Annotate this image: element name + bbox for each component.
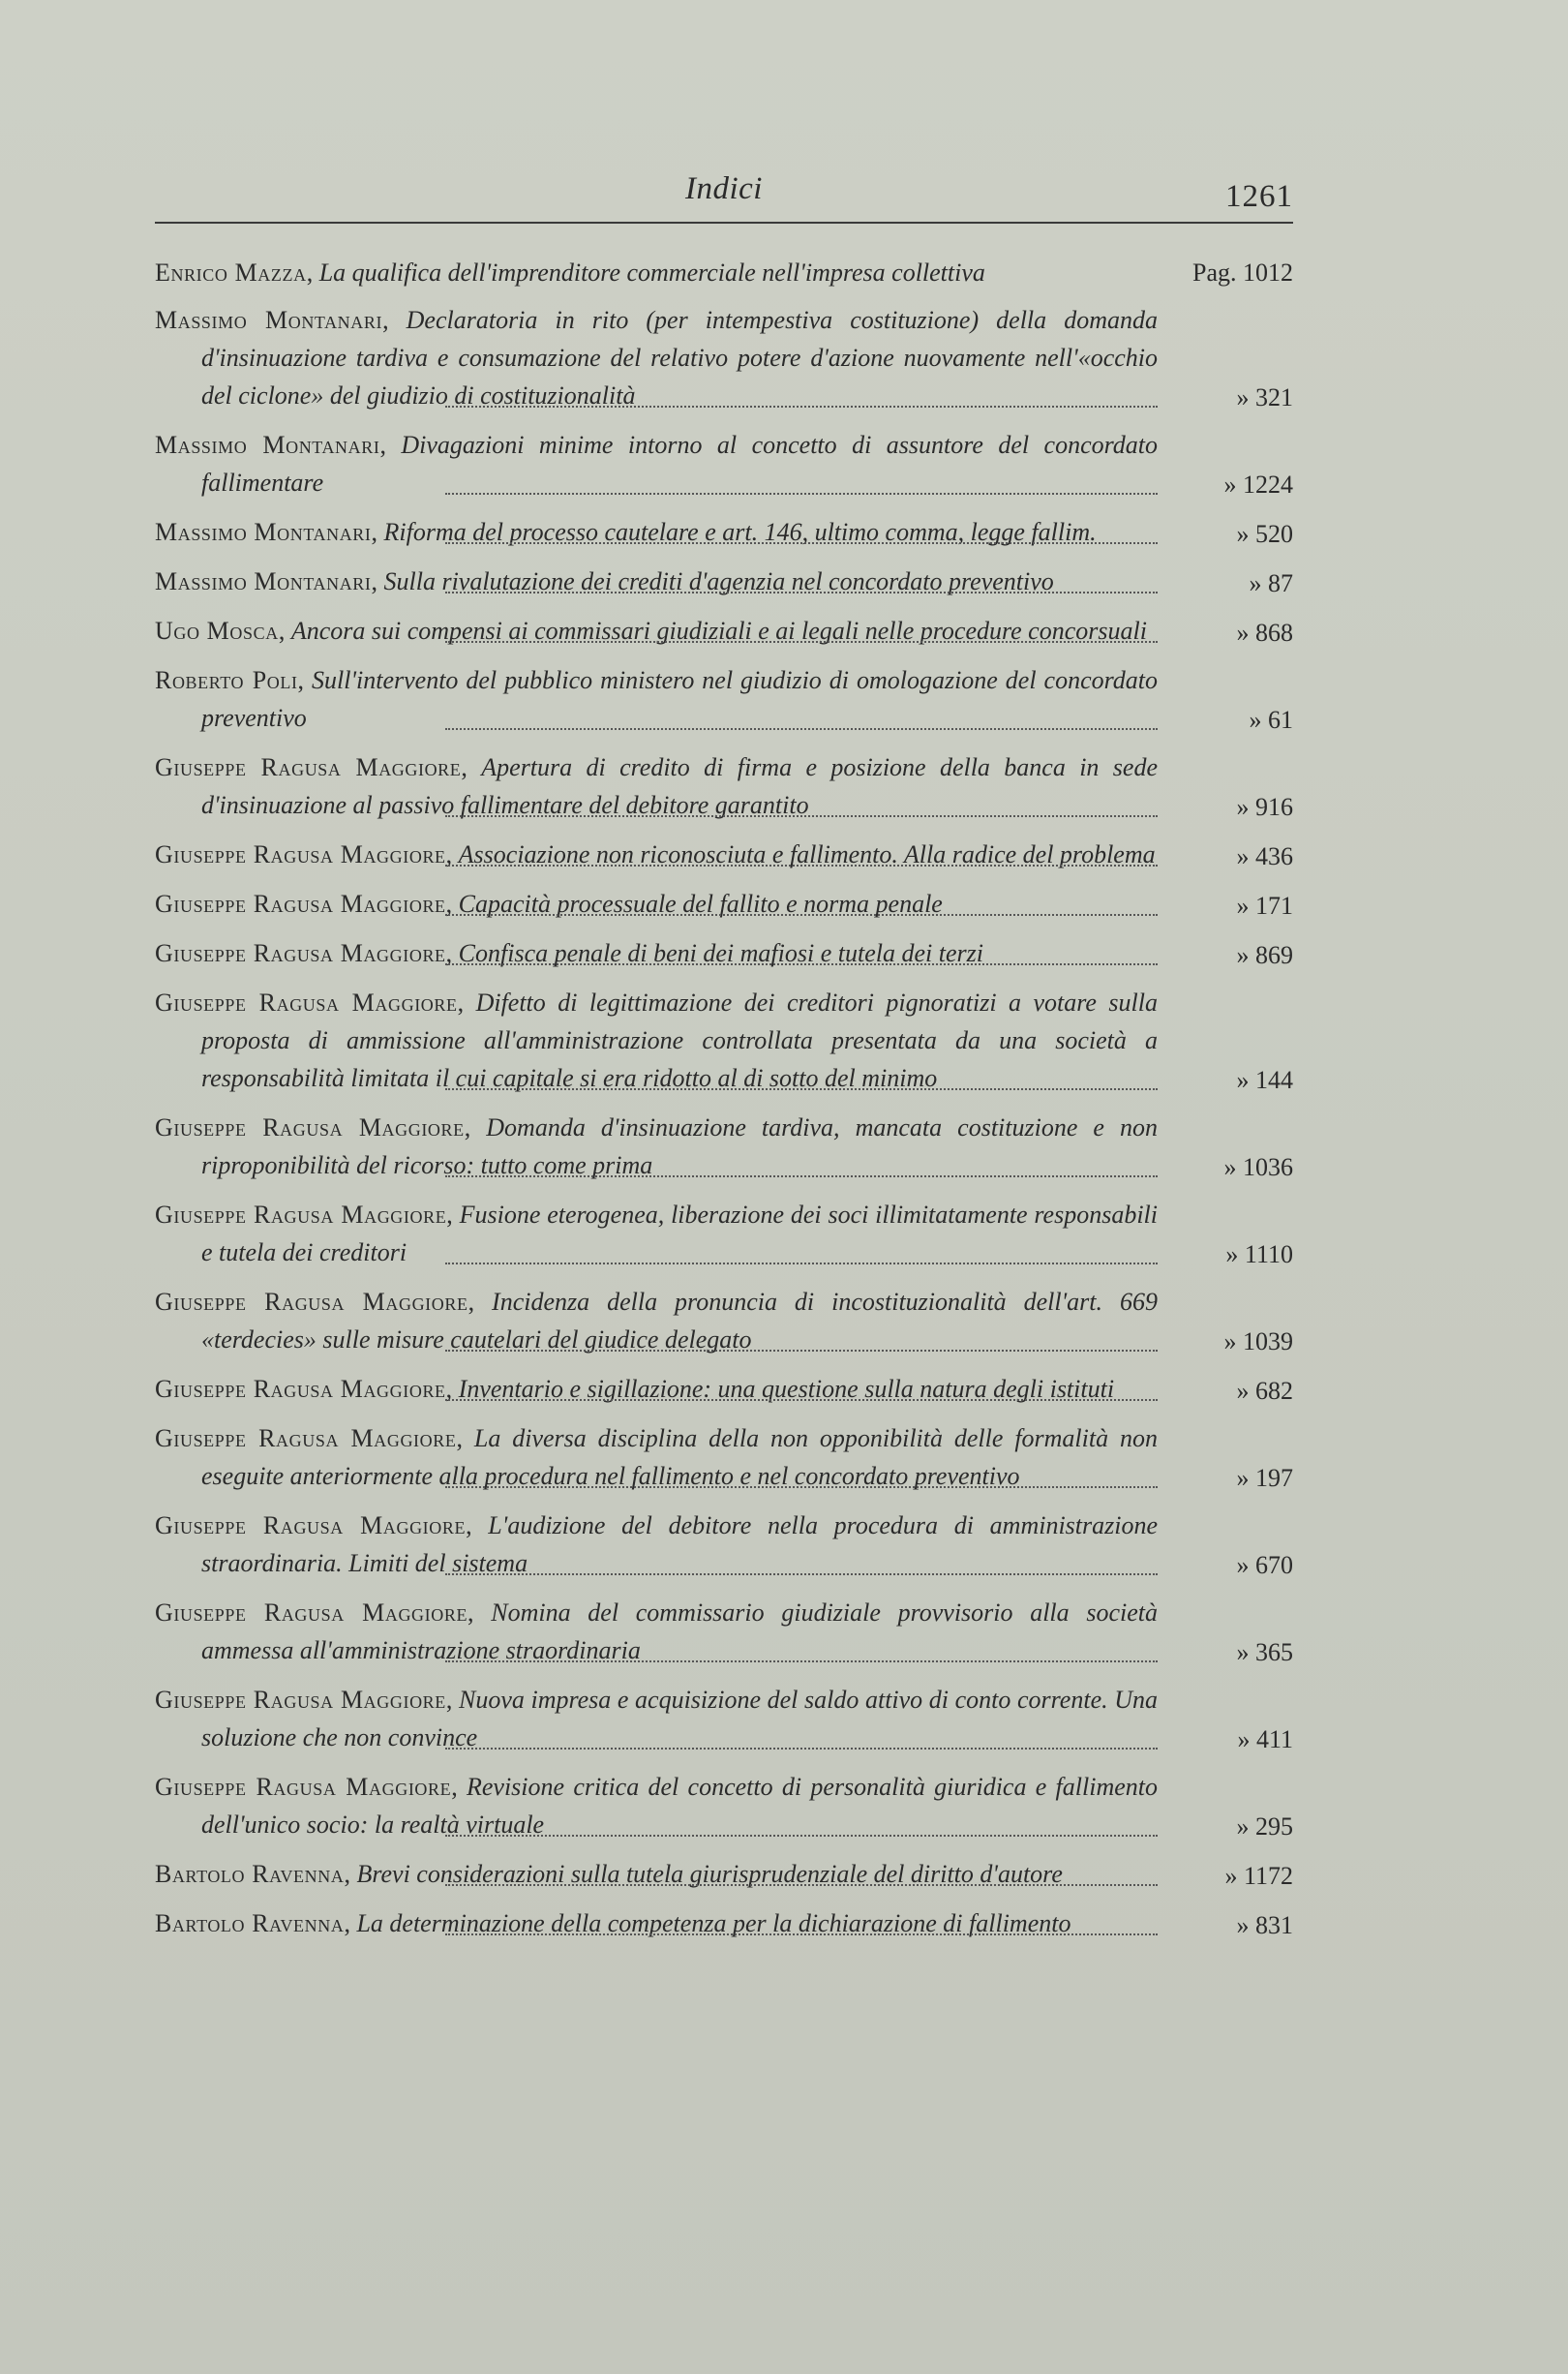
entry-page-reference: » 682 xyxy=(1236,1377,1293,1405)
index-entry xyxy=(155,1681,1293,1758)
entry-text: Giuseppe Ragusa Maggiore, Fusione eterogenea, liberazione dei soci illimitatamente responsabili e tutela dei creditori xyxy=(155,1201,1158,1266)
entry-title: Revisione critica del concetto di personalità giuridica e fallimento dell'unico socio: la realtà virtuale xyxy=(201,1773,1158,1839)
entry-page-reference: Pag. 1012 xyxy=(1192,259,1293,287)
index-entry xyxy=(155,984,1293,1099)
index-entry xyxy=(155,661,1293,739)
entry-page-reference: » 869 xyxy=(1236,941,1293,969)
entry-text: Giuseppe Ragusa Maggiore, Confisca penale di beni dei mafiosi e tutela dei terzi xyxy=(155,939,983,967)
entry-page-reference: » 411 xyxy=(1237,1725,1293,1753)
entry-text: Giuseppe Ragusa Maggiore, Difetto di legittimazione dei creditori pignoratizi a votare sulla proposta di ammissione all'amministrazione controllata presentata da una società a responsabilità limitata il cui capitale si era ridotto al di sotto del minimo xyxy=(155,989,1158,1092)
entry-page-reference: » 1036 xyxy=(1223,1153,1293,1181)
entry-page-reference: » 1039 xyxy=(1223,1327,1293,1355)
index-entry xyxy=(155,934,1293,974)
entry-author: Giuseppe Ragusa Maggiore xyxy=(155,1773,452,1801)
index-entry xyxy=(155,1855,1293,1895)
index-list xyxy=(155,254,1293,1954)
entry-text: Giuseppe Ragusa Maggiore, Associazione non riconosciuta e fallimento. Alla radice del problema xyxy=(155,840,1156,868)
entry-page-reference: » 197 xyxy=(1236,1464,1293,1492)
entry-author: Giuseppe Ragusa Maggiore xyxy=(155,1113,465,1141)
index-entry xyxy=(155,1370,1293,1410)
entry-author: Massimo Montanari xyxy=(155,431,380,459)
entry-author: Massimo Montanari xyxy=(155,306,383,334)
entry-text: Massimo Montanari, Divagazioni minime intorno al concetto di assuntore del concordato fallimentare xyxy=(155,431,1158,497)
index-entry xyxy=(155,513,1293,553)
dot-leader xyxy=(445,1088,1158,1090)
dot-leader xyxy=(445,1175,1158,1177)
entry-text: Giuseppe Ragusa Maggiore, Apertura di credito di firma e posizione della banca in sede d'insinuazione al passivo fallimentare del debitore garantito xyxy=(155,753,1158,819)
dot-leader xyxy=(445,1350,1158,1352)
entry-title: Nuova impresa e acquisizione del saldo attivo di conto corrente. Una soluzione che non convince xyxy=(201,1686,1158,1751)
entry-author: Giuseppe Ragusa Maggiore xyxy=(155,890,446,918)
entry-author: Giuseppe Ragusa Maggiore xyxy=(155,840,446,868)
entry-text: Ugo Mosca, Ancora sui compensi ai commissari giudiziali e ai legali nelle procedure concorsuali xyxy=(155,617,1147,645)
entry-text: Bartolo Ravenna, La determinazione della competenza per la dichiarazione di fallimento xyxy=(155,1909,1071,1937)
entry-author: Giuseppe Ragusa Maggiore xyxy=(155,1686,446,1714)
index-entry xyxy=(155,563,1293,602)
entry-text: Giuseppe Ragusa Maggiore, Nuova impresa e acquisizione del saldo attivo di conto corrente. Una soluzione che non convince xyxy=(155,1686,1158,1751)
entry-title: Ancora sui compensi ai commissari giudiziali e ai legali nelle procedure concorsuali xyxy=(290,617,1147,645)
entry-text: Enrico Mazza, La qualifica dell'imprenditore commerciale nell'impresa collettiva xyxy=(155,259,985,287)
dot-leader xyxy=(445,1263,1158,1264)
entry-text: Giuseppe Ragusa Maggiore, Incidenza della pronuncia di incostituzionalità dell'art. 669 «terdecies» sulle misure cautelari del giudice delegato xyxy=(155,1288,1158,1354)
entry-title: Inventario e sigillazione: una questione sulla natura degli istituti xyxy=(458,1375,1115,1403)
index-entry xyxy=(155,301,1293,416)
entry-page-reference: » 1172 xyxy=(1224,1862,1293,1890)
entry-title: La determinazione della competenza per la dichiarazione di fallimento xyxy=(356,1909,1071,1937)
dot-leader xyxy=(445,1573,1158,1575)
dot-leader xyxy=(445,406,1158,408)
entry-author: Giuseppe Ragusa Maggiore xyxy=(155,1201,447,1229)
index-entry xyxy=(155,836,1293,875)
entry-title: Nomina del commissario giudiziale provvisorio alla società ammessa all'amministrazione straordinaria xyxy=(201,1598,1158,1664)
entry-text: Giuseppe Ragusa Maggiore, Nomina del commissario giudiziale provvisorio alla società ammessa all'amministrazione straordinaria xyxy=(155,1598,1158,1664)
dot-leader xyxy=(445,1486,1158,1488)
entry-author: Giuseppe Ragusa Maggiore xyxy=(155,1288,468,1316)
entry-page-reference: » 1224 xyxy=(1223,471,1293,499)
entry-author: Giuseppe Ragusa Maggiore xyxy=(155,1424,457,1452)
dot-leader xyxy=(445,865,1158,867)
entry-page-reference: » 436 xyxy=(1236,842,1293,870)
running-header xyxy=(155,169,1293,229)
entry-author: Giuseppe Ragusa Maggiore xyxy=(155,1375,446,1403)
index-entry xyxy=(155,254,1293,291)
entry-text: Giuseppe Ragusa Maggiore, La diversa disciplina della non opponibilità delle formalità non eseguite anteriormente alla procedura nel fallimento e nel concordato preventivo xyxy=(155,1424,1159,1490)
entry-text: Massimo Montanari, Sulla rivalutazione dei crediti d'agenzia nel concordato preventivo xyxy=(155,567,1054,595)
entry-author: Giuseppe Ragusa Maggiore xyxy=(155,939,446,967)
entry-title: Brevi considerazioni sulla tutela giurisprudenziale del diritto d'autore xyxy=(356,1860,1063,1888)
entry-author: Ugo Mosca xyxy=(155,617,279,645)
entry-page-reference: » 87 xyxy=(1249,569,1293,597)
index-entry xyxy=(155,885,1293,925)
entry-title: L'audizione del debitore nella procedura di amministrazione straordinaria. Limiti del sistema xyxy=(201,1511,1159,1577)
dot-leader xyxy=(445,641,1158,643)
entry-author: Giuseppe Ragusa Maggiore xyxy=(155,753,462,781)
entry-title: Sulla rivalutazione dei crediti d'agenzia nel concordato preventivo xyxy=(383,567,1054,595)
entry-page-reference: » 868 xyxy=(1236,619,1293,647)
entry-author: Bartolo Ravenna xyxy=(155,1860,345,1888)
entry-author: Giuseppe Ragusa Maggiore xyxy=(155,1598,468,1627)
page-number: 1261 xyxy=(1225,179,1293,214)
entry-author: Bartolo Ravenna xyxy=(155,1909,345,1937)
index-entry xyxy=(155,748,1293,826)
running-title: Indici xyxy=(685,171,763,206)
entry-author: Massimo Montanari xyxy=(155,518,372,546)
entry-page-reference: » 171 xyxy=(1236,892,1293,920)
header-rule xyxy=(155,222,1293,224)
dot-leader xyxy=(445,493,1158,495)
entry-title: Capacità processuale del fallito e norma penale xyxy=(458,890,943,918)
entry-author: Massimo Montanari xyxy=(155,567,372,595)
dot-leader xyxy=(445,1835,1158,1837)
entry-text: Giuseppe Ragusa Maggiore, Capacità processuale del fallito e norma penale xyxy=(155,890,943,918)
entry-text: Giuseppe Ragusa Maggiore, L'audizione del debitore nella procedura di amministrazione straordinaria. Limiti del sistema xyxy=(155,1511,1159,1577)
entry-page-reference: » 321 xyxy=(1236,383,1293,411)
entry-title: Incidenza della pronuncia di incostituzionalità dell'art. 669 «terdecies» sulle misure cautelari del giudice delegato xyxy=(201,1288,1158,1354)
entry-title: La qualifica dell'imprenditore commerciale nell'impresa collettiva xyxy=(318,259,985,287)
dot-leader xyxy=(445,592,1158,594)
index-entry xyxy=(155,1507,1293,1584)
dot-leader xyxy=(445,963,1158,965)
entry-text: Roberto Poli, Sull'intervento del pubblico ministero nel giudizio di omologazione del concordato preventivo xyxy=(155,666,1158,732)
entry-author: Giuseppe Ragusa Maggiore xyxy=(155,1511,467,1539)
index-entry xyxy=(155,1904,1293,1944)
index-entry xyxy=(155,1109,1293,1186)
dot-leader xyxy=(445,815,1158,817)
entry-page-reference: » 144 xyxy=(1236,1066,1293,1094)
entry-title: Divagazioni minime intorno al concetto di assuntore del concordato fallimentare xyxy=(201,431,1158,497)
entry-title: La diversa disciplina della non opponibilità delle formalità non eseguite anteriormente alla procedura nel fallimento e nel concordato preventivo xyxy=(201,1424,1159,1490)
entry-page-reference: » 670 xyxy=(1236,1551,1293,1579)
index-entry xyxy=(155,1419,1293,1497)
index-entry xyxy=(155,426,1293,503)
dot-leader xyxy=(445,728,1158,730)
entry-author: Roberto Poli xyxy=(155,666,298,694)
dot-leader xyxy=(445,1399,1158,1401)
entry-page-reference: » 365 xyxy=(1236,1638,1293,1666)
entry-title: Declaratoria in rito (per intempestiva costituzione) della domanda d'insinuazione tardiva e consumazione del relativo potere d'azione nuovamente nell'«occhio del ciclone» del giudizio di costituzionalità xyxy=(201,306,1158,410)
entry-author: Giuseppe Ragusa Maggiore xyxy=(155,989,458,1017)
entry-title: Domanda d'insinuazione tardiva, mancata costituzione e non riproponibilità del ricorso: tutto come prima xyxy=(201,1113,1159,1179)
entry-title: Fusione eterogenea, liberazione dei soci illimitatamente responsabili e tutela dei creditori xyxy=(201,1201,1158,1266)
entry-title: Apertura di credito di firma e posizione della banca in sede d'insinuazione al passivo fallimentare del debitore garantito xyxy=(201,753,1158,819)
dot-leader xyxy=(445,1748,1158,1750)
entry-page-reference: » 295 xyxy=(1236,1812,1293,1841)
index-entry xyxy=(155,1594,1293,1671)
entry-page-reference: » 916 xyxy=(1236,793,1293,821)
dot-leader xyxy=(445,1884,1158,1886)
entry-page-reference: » 61 xyxy=(1249,706,1293,734)
entry-title: Sull'intervento del pubblico ministero nel giudizio di omologazione del concordato preventivo xyxy=(201,666,1158,732)
entry-text: Giuseppe Ragusa Maggiore, Domanda d'insinuazione tardiva, mancata costituzione e non riproponibilità del ricorso: tutto come prima xyxy=(155,1113,1159,1179)
entry-text: Bartolo Ravenna, Brevi considerazioni sulla tutela giurisprudenziale del diritto d'autore xyxy=(155,1860,1063,1888)
entry-page-reference: » 1110 xyxy=(1225,1240,1293,1268)
entry-title: Riforma del processo cautelare e art. 146, ultimo comma, legge fallim. xyxy=(383,518,1097,546)
dot-leader xyxy=(445,1660,1158,1662)
dot-leader xyxy=(445,914,1158,916)
dot-leader xyxy=(445,542,1158,544)
entry-title: Confisca penale di beni dei mafiosi e tutela dei terzi xyxy=(458,939,983,967)
entry-text: Giuseppe Ragusa Maggiore, Inventario e sigillazione: una questione sulla natura degli istituti xyxy=(155,1375,1115,1403)
entry-title: Difetto di legittimazione dei creditori pignoratizi a votare sulla proposta di ammissione all'amministrazione controllata presentata da una società a responsabilità limitata il cui capitale si era ridotto al di sotto del minimo xyxy=(201,989,1158,1092)
entry-text: Massimo Montanari, Declaratoria in rito (per intempestiva costituzione) della domanda d'insinuazione tardiva e consumazione del relativo potere d'azione nuovamente nell'«occhio del ciclone» del giudizio di costituzionalità xyxy=(155,306,1158,410)
index-entry xyxy=(155,1196,1293,1273)
dot-leader xyxy=(445,1933,1158,1935)
entry-page-reference: » 831 xyxy=(1236,1911,1293,1939)
index-entry xyxy=(155,1283,1293,1360)
index-entry xyxy=(155,1768,1293,1845)
entry-text: Giuseppe Ragusa Maggiore, Revisione critica del concetto di personalità giuridica e fallimento dell'unico socio: la realtà virtuale xyxy=(155,1773,1158,1839)
index-entry xyxy=(155,612,1293,652)
entry-author: Enrico Mazza xyxy=(155,259,307,287)
entry-title: Associazione non riconosciuta e fallimento. Alla radice del problema xyxy=(458,840,1156,868)
entry-page-reference: » 520 xyxy=(1236,520,1293,548)
entry-text: Massimo Montanari, Riforma del processo cautelare e art. 146, ultimo comma, legge fallim. xyxy=(155,518,1097,546)
